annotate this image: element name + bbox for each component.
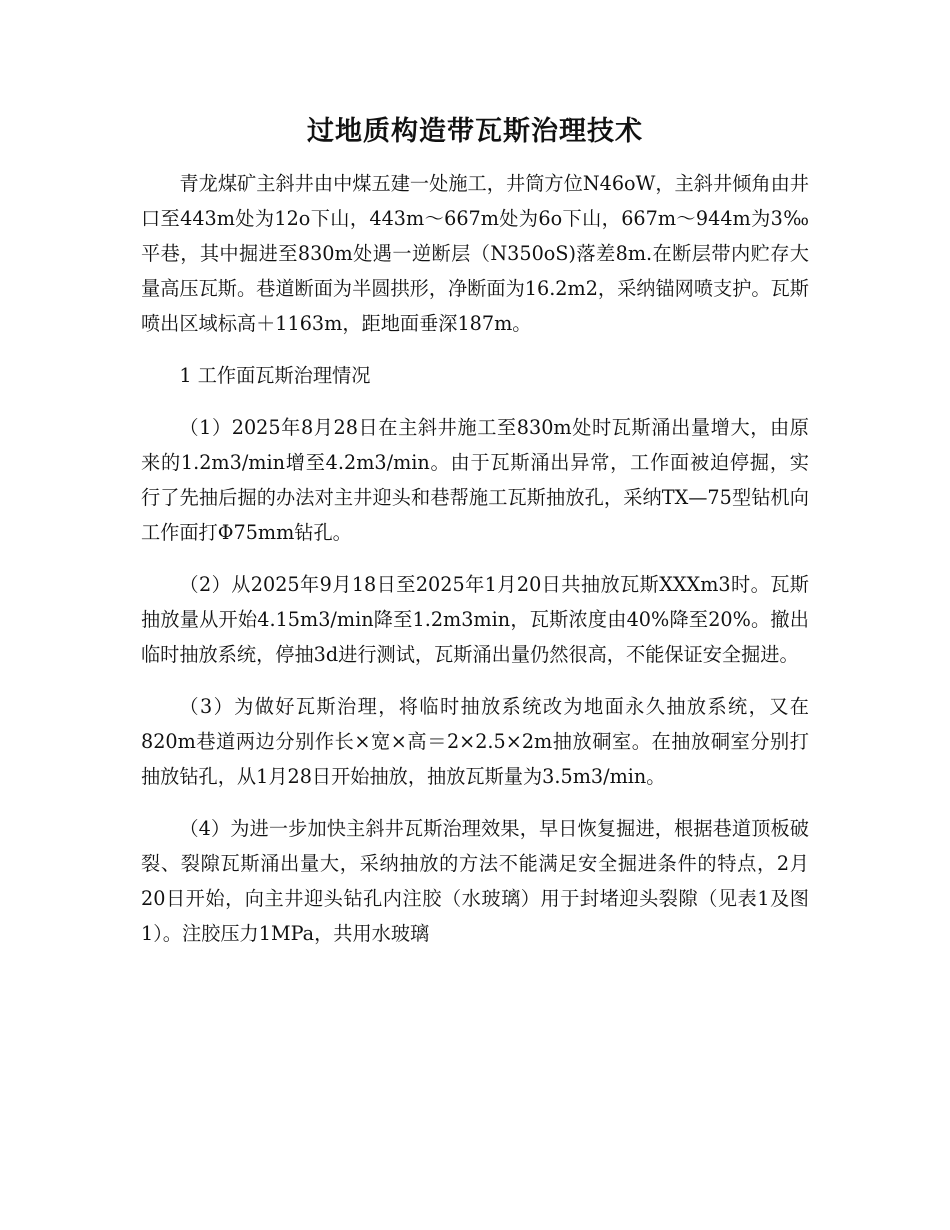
- document-title: 过地质构造带瓦斯治理技术: [307, 116, 643, 147]
- section-heading: 1 工作面瓦斯治理情况: [179, 364, 371, 387]
- intro-paragraph: 青龙煤矿主斜井由中煤五建一处施工，井筒方位N46oW，主斜井倾角由井口至443m处为12o下山，443m～667m处为6o下山，667m～944m为3‰平巷，其中掘进至830m处遇一逆断层（N350oS)落差8m.在断层带内贮存大量高压瓦斯。巷道断面为半圆拱形，净断面为16.2m2，采纳锚网喷支护。瓦斯喷出区域标高＋1163m，距地面垂深187m。: [141, 172, 809, 335]
- list-item: （1）2025年8月28日在主斜井施工至830m处时瓦斯涌出量增大，由原来的1.2m3/min增至4.2m3/min。由于瓦斯涌出异常，工作面被迫停掘，实行了先抽后掘的办法对主井迎头和巷帮施工瓦斯抽放孔，采纳TX—75型钻机向工作面打Φ75mm钻孔。: [141, 416, 809, 544]
- list-item: （3）为做好瓦斯治理，将临时抽放系统改为地面永久抽放系统，又在820m巷道两边分别作长×宽×高＝2×2.5×2m抽放硐室。在抽放硐室分别打抽放钻孔，从1月28日开始抽放，抽放瓦斯量为3.5m3/min。: [141, 695, 809, 788]
- list-item: （2）从2025年9月18日至2025年1月20日共抽放瓦斯XXXm3时。瓦斯抽放量从开始4.15m3/min降至1.2m3min，瓦斯浓度由40%降至20%。撤出临时抽放系统，停抽3d进行测试，瓦斯涌出量仍然很高，不能保证安全掘进。: [141, 573, 809, 666]
- document-body: [141, 166, 809, 968]
- list-item: （4）为进一步加快主斜井瓦斯治理效果，早日恢复掘进，根据巷道顶板破裂、裂隙瓦斯涌出量大，采纳抽放的方法不能满足安全掘进条件的特点，2月20日开始，向主井迎头钻孔内注胶（水玻璃）用于封堵迎头裂隙（见表1及图1）。注胶压力1MPa，共用水玻璃: [141, 817, 809, 945]
